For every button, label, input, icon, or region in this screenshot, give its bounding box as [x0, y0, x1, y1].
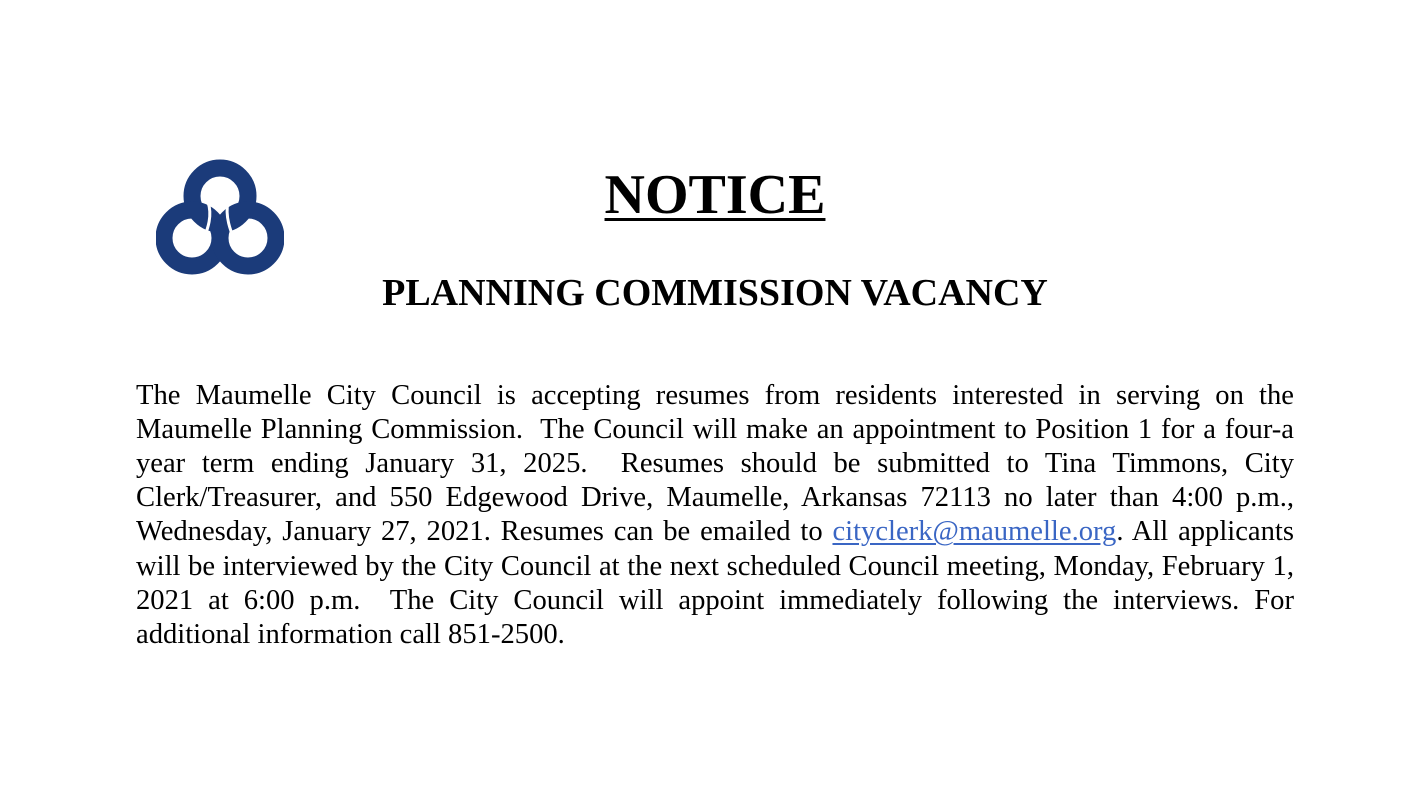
body-text-part-1: The Maumelle City Council is accepting resumes from residents interested in serving on the Maumelle Planning Commission. The Council will make an appointment to Position 1 for a four-a year term ending January 31, 2025. Resumes should be submitted to Tina Timmons, City Clerk/Treasurer, and 550 Edgewood Drive, Maumelle, Arkansas 72113 no later than 4:00 p.m., Wednesday, January 27, 2021. Resumes can be emailed to	[136, 379, 1294, 548]
email-link[interactable]: cityclerk@maumelle.org	[832, 516, 1117, 548]
notice-subtitle: PLANNING COMMISSION VACANCY	[382, 272, 1048, 314]
notice-title-text: NOTICE	[604, 164, 826, 226]
body-text-part-2: . All applicants will be interviewed by the City Council at the next scheduled Council meeting, Monday, February 1, 2021 at 6:00 p.m. The City Council will appoint immediately following the interviews. For additional information call 851-2500.	[136, 516, 1294, 651]
notice-title	[0, 162, 1418, 228]
notice-body	[136, 379, 1294, 653]
